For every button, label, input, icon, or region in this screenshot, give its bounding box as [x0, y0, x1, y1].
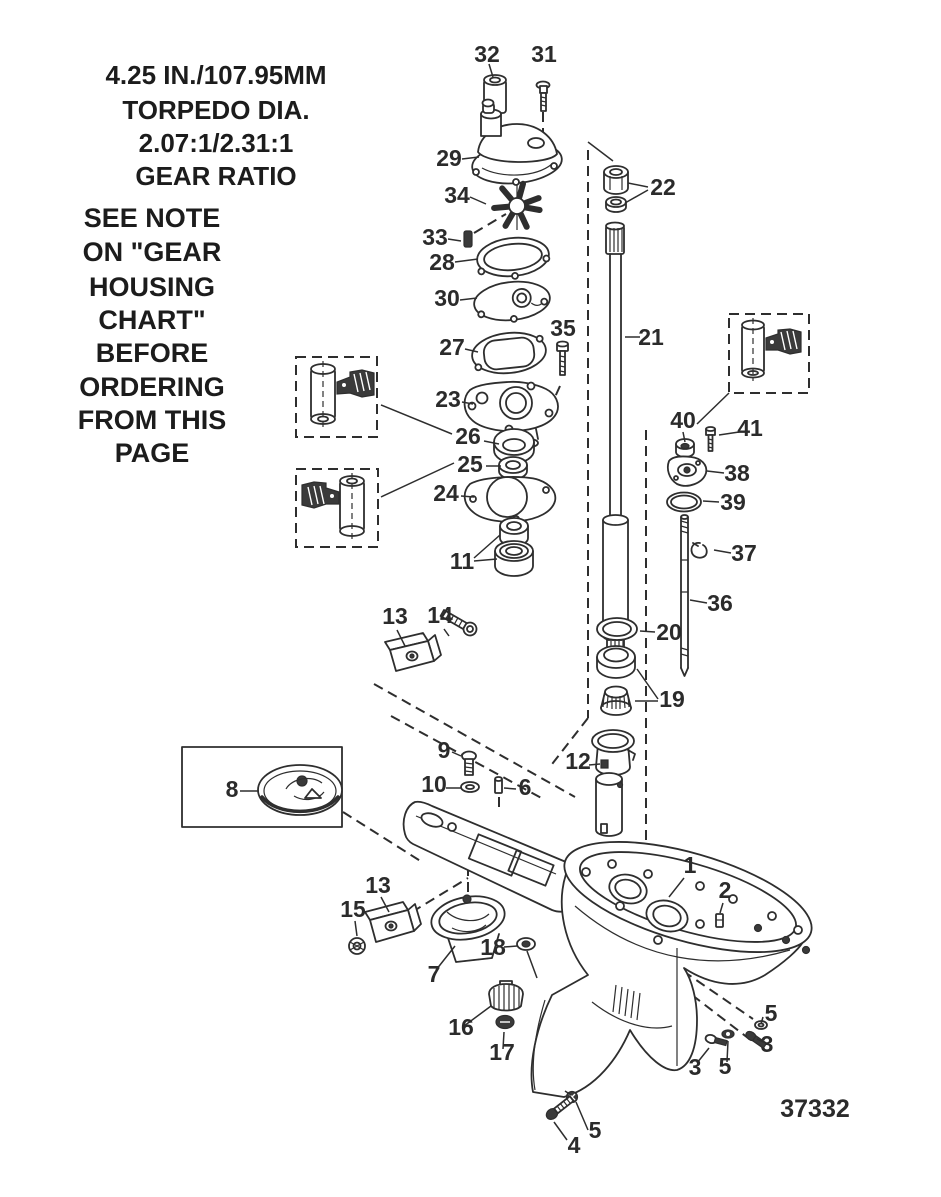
callout-28: 28 — [429, 249, 455, 275]
part-12-bearing-carrier — [592, 730, 635, 836]
callout-13-lower: 13 — [365, 872, 391, 898]
callout-22: 22 — [650, 174, 676, 200]
note-line-7: FROM THIS — [77, 405, 227, 435]
callout-23: 23 — [435, 386, 461, 412]
callout-8: 8 — [225, 776, 239, 802]
title-line-3: 2.07:1/2.31:1 — [138, 128, 294, 158]
drawing-number: 37332 — [780, 1095, 850, 1123]
part-30-face-plate — [472, 278, 552, 326]
callout-5-right: 5 — [764, 1000, 778, 1026]
callout-30: 30 — [434, 285, 460, 311]
part-25-seal — [499, 457, 527, 479]
part-16-speedometer-fitting — [489, 981, 523, 1011]
callout-3-right: 3 — [760, 1031, 774, 1057]
callout-5-middle: 5 — [718, 1053, 732, 1079]
title-line-1: 4.25 IN./107.95MM — [105, 60, 327, 90]
callout-37: 37 — [731, 540, 757, 566]
part-37-retainer-clip — [691, 543, 706, 558]
callout-10: 10 — [421, 771, 447, 797]
part-33-impeller-key — [464, 231, 472, 247]
callout-36: 36 — [707, 590, 733, 616]
callout-3-left: 3 — [688, 1054, 702, 1080]
callout-13-upper: 13 — [382, 603, 408, 629]
part-15-nut — [349, 938, 365, 954]
callout-5-bottom: 5 — [588, 1117, 602, 1143]
part-5-washer-middle — [722, 1030, 734, 1038]
callout-41: 41 — [737, 415, 763, 441]
callout-40: 40 — [670, 407, 696, 433]
part-39-o-ring — [667, 493, 701, 512]
note-line-5: BEFORE — [95, 338, 209, 368]
part-9-screw — [462, 752, 476, 776]
callout-18: 18 — [480, 934, 506, 960]
part-4-screw-bottom — [544, 1095, 575, 1122]
callout-6: 6 — [518, 774, 532, 800]
part-34-impeller — [494, 184, 539, 230]
note-line-6: ORDERING — [79, 372, 225, 402]
title-block — [105, 60, 326, 191]
callout-17: 17 — [489, 1039, 515, 1065]
note-line-2: ON "GEAR — [82, 237, 222, 267]
callout-34: 34 — [444, 182, 470, 208]
part-31-screw — [537, 82, 550, 112]
callout-12: 12 — [565, 748, 591, 774]
callout-29: 29 — [436, 145, 462, 171]
callout-7: 7 — [427, 961, 441, 987]
inset-box-bearing-right — [729, 314, 809, 393]
callout-1: 1 — [683, 852, 697, 878]
note-line-8: PAGE — [114, 438, 190, 468]
callout-11: 11 — [449, 548, 475, 574]
part-13-anode-upper — [385, 633, 441, 671]
part-10-washer — [461, 782, 479, 792]
callout-24: 24 — [433, 480, 459, 506]
callout-16: 16 — [448, 1014, 474, 1040]
title-line-2: TORPEDO DIA. — [122, 95, 310, 125]
callout-15: 15 — [340, 896, 366, 922]
callout-39: 39 — [720, 489, 746, 515]
callout-27: 27 — [439, 334, 465, 360]
part-2-dowel-pin — [716, 914, 723, 927]
inset-box-bearing-lower-left — [296, 469, 378, 547]
part-17-plug — [496, 1016, 514, 1029]
part-24-gasket — [465, 477, 556, 522]
note-line-4: CHART" — [98, 305, 206, 335]
callout-25: 25 — [457, 451, 483, 477]
callout-9: 9 — [437, 737, 451, 763]
callout-31: 31 — [531, 41, 557, 67]
part-38-shift-cam — [668, 456, 706, 485]
callout-19: 19 — [659, 686, 685, 712]
callout-26: 26 — [455, 423, 481, 449]
callout-14: 14 — [427, 602, 453, 628]
callout-33: 33 — [422, 224, 448, 250]
callout-2: 2 — [718, 877, 732, 903]
note-line-1: SEE NOTE — [83, 203, 221, 233]
part-21-driveshaft — [603, 223, 628, 660]
part-22-nut-and-washer — [604, 166, 628, 212]
part-29-water-pump-cover — [470, 100, 564, 188]
part-27-gasket — [470, 329, 548, 377]
part-41-screw — [706, 427, 715, 451]
callout-32: 32 — [474, 41, 500, 67]
title-line-4: GEAR RATIO — [135, 161, 297, 191]
part-6-dowel-pin — [495, 777, 502, 793]
inset-box-cover-8 — [182, 747, 342, 827]
callout-35: 35 — [550, 315, 576, 341]
part-28-gasket — [475, 234, 551, 282]
part-13-anode-lower — [365, 902, 421, 942]
inset-box-bearing-upper-left — [296, 357, 377, 437]
part-35-screw — [557, 342, 568, 376]
callout-21: 21 — [638, 324, 664, 350]
part-11-oil-seals — [495, 518, 533, 576]
note-block — [78, 203, 227, 468]
part-18-plug — [517, 938, 535, 950]
callout-38: 38 — [724, 460, 750, 486]
part-19-bearing-set — [597, 646, 635, 715]
part-20-shim-washer — [597, 618, 637, 640]
callout-20: 20 — [656, 619, 682, 645]
callout-4: 4 — [567, 1132, 581, 1158]
part-36-shift-shaft — [681, 515, 688, 676]
note-line-3: HOUSING — [88, 272, 216, 302]
